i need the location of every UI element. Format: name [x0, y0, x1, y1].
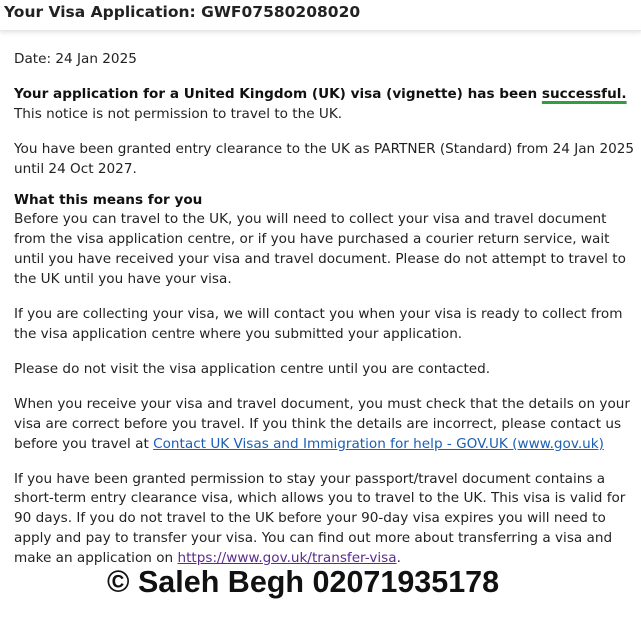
short-term-paragraph — [14, 470, 636, 570]
transfer-visa-link[interactable]: https://www.gov.uk/transfer-visa — [177, 550, 397, 567]
letter-body — [14, 50, 636, 569]
receive-paragraph — [14, 395, 636, 455]
do-not-visit-text: Please do not visit the visa application centre until you are contacted. — [14, 360, 491, 377]
copyright-watermark: © Saleh Begh 02071935178 — [107, 565, 500, 599]
email-subject-title: Your Visa Application: GWF07580208020 — [4, 3, 361, 21]
means-body: Before you can travel to the UK, you will need to collect your visa and travel document from the visa application centre, or if you have purchased a courier return service, wait until you have received your visa and travel document. Please do not attempt to travel to the UK until you have your visa. — [14, 211, 626, 288]
transfer-end: . — [396, 550, 401, 567]
receive-text: When you receive your visa and travel document, you must check that the details on your visa are correct before you travel. If you think the details are incorrect, please contact us before you travel at — [14, 395, 630, 452]
letter-date: Date: 24 Jan 2025 — [14, 51, 137, 67]
collecting-text: If you are collecting your visa, we will contact you when your visa is ready to collect from the visa application centre where you submitted your application. — [14, 306, 623, 342]
notice-text: This notice is not permission to travel to the UK. — [14, 105, 343, 122]
contact-ukvi-link[interactable]: Contact UK Visas and Immigration for help - GOV.UK (www.gov.uk) — [153, 435, 604, 452]
status-prefix: Your application for a United Kingdom (UK) visa (vignette) has been — [14, 85, 542, 102]
short-term-text: If you have been granted permission to stay your passport/travel document contains a short-term entry clearance visa, which allows you to travel to the UK. This visa is valid for 90 days. If you do not travel to the UK before your 90-day visa expires you will need to apply and pay to transfer your visa. You can find out more about transferring a visa and make an application on — [14, 470, 626, 567]
status-line — [14, 85, 636, 105]
granted-text: You have been granted entry clearance to the UK as PARTNER (Standard) from 24 Jan 2025 until 24 Oct 2027. — [14, 140, 635, 177]
means-heading: What this means for you — [14, 191, 203, 208]
status-successful: successful. — [541, 85, 627, 102]
email-header — [0, 0, 641, 31]
